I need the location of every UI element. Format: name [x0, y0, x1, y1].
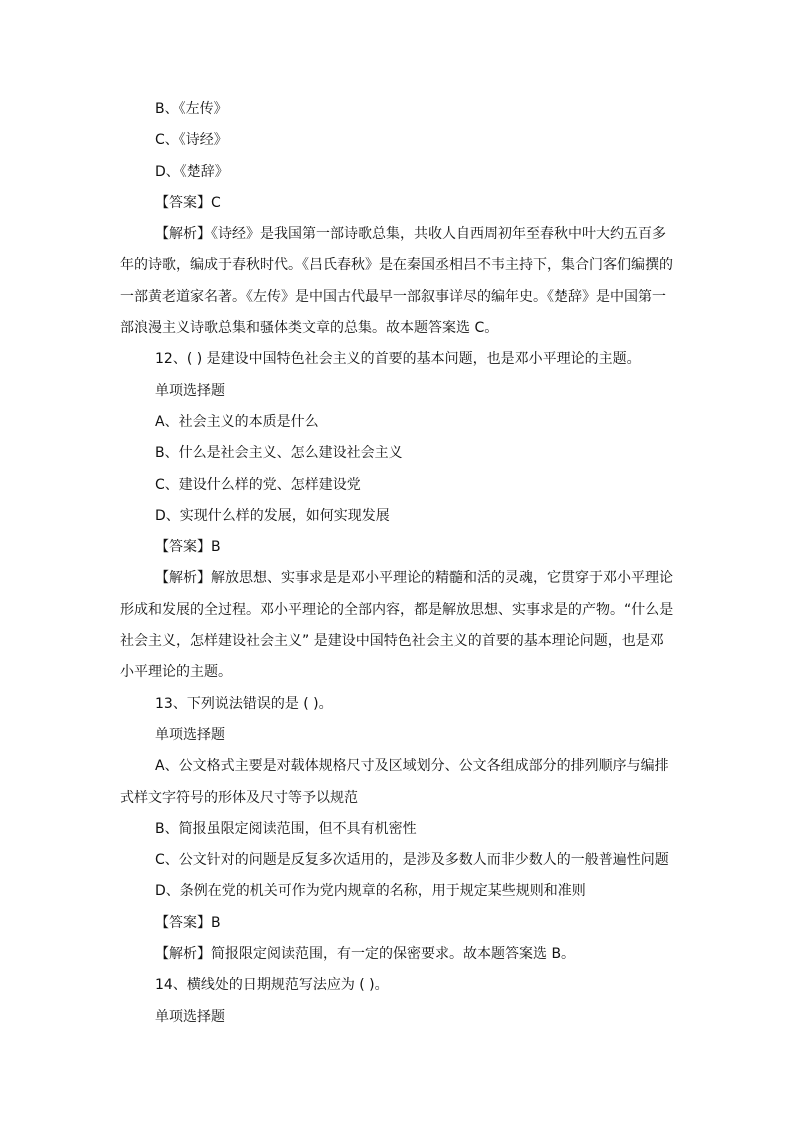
- q13-option-a-cont: 式样文字符号的形体及尺寸等予以规范: [120, 789, 358, 806]
- q13-analysis: 【解析】简报限定阅读范围，有一定的保密要求。故本题答案选 B。: [155, 946, 576, 963]
- q12-option-c: C、建设什么样的党、怎样建设党: [155, 476, 361, 493]
- q12-option-b: B、什么是社会主义、怎么建设社会主义: [155, 445, 403, 462]
- q11-option-b: B、《左传》: [155, 101, 228, 117]
- q11-answer: 【答案】C: [155, 194, 221, 211]
- document-page: [0, 94, 794, 1033]
- q12-analysis-line: 小平理论的主题。: [120, 664, 232, 681]
- q14-type: 单项选择题: [155, 1008, 225, 1025]
- q13-option-d: D、条例在党的机关可作为党内规章的名称，用于规定某些规则和准则: [155, 883, 586, 900]
- q12-type: 单项选择题: [155, 382, 225, 399]
- q11-option-c: C、《诗经》: [155, 132, 228, 149]
- q11-analysis-line: 年的诗歌，编成于春秋时代。《吕氏春秋》是在秦国丞相吕不韦主持下，集合门客们编撰的: [120, 257, 673, 274]
- q13-answer: 【答案】B: [155, 914, 221, 931]
- q11-analysis-line: 部浪漫主义诗歌总集和骚体类文章的总集。故本题答案选 C。: [120, 320, 499, 337]
- q13-option-b: B、简报虽限定阅读范围，但不具有机密性: [155, 820, 417, 837]
- q13-question: 13、下列说法错误的是 ( )。: [155, 695, 333, 712]
- q12-analysis-line: 社会主义，怎样建设社会主义” 是建设中国特色社会主义的首要的基本理论问题，也是邓: [120, 633, 664, 650]
- q13-option-c: C、公文针对的问题是反复多次适用的，是涉及多数人而非少数人的一般普遍性问题: [155, 852, 669, 869]
- q12-question: 12、( ) 是建设中国特色社会主义的首要的基本问题，也是邓小平理论的主题。: [155, 351, 641, 368]
- q12-analysis-line: 形成和发展的全过程。邓小平理论的全部内容，都是解放思想、实事求是的产物。“什么是: [120, 601, 674, 618]
- q12-answer: 【答案】B: [155, 539, 221, 556]
- q12-analysis-line: 【解析】解放思想、实事求是是邓小平理论的精髓和活的灵魂，它贯穿于邓小平理论: [155, 570, 673, 587]
- q11-analysis-line: 一部黄老道家名著。《左传》是中国古代最早一部叙事详尽的编年史。《楚辞》是中国第一: [120, 288, 666, 305]
- q13-type: 单项选择题: [155, 726, 225, 743]
- q14-question: 14、横线处的日期规范写法应为 ( )。: [155, 977, 389, 994]
- q11-analysis-line: 【解析】《诗经》是我国第一部诗歌总集，共收人自西周初年至春秋中叶大约五百多: [155, 226, 666, 243]
- q12-option-d: D、实现什么样的发展，如何实现发展: [155, 507, 390, 524]
- q13-option-a: A、公文格式主要是对载体规格尺寸及区域划分、公文各组成部分的排列顺序与编排: [155, 758, 669, 775]
- q11-option-d: D、《楚辞》: [155, 163, 229, 180]
- q12-option-a: A、社会主义的本质是什么: [155, 413, 319, 430]
